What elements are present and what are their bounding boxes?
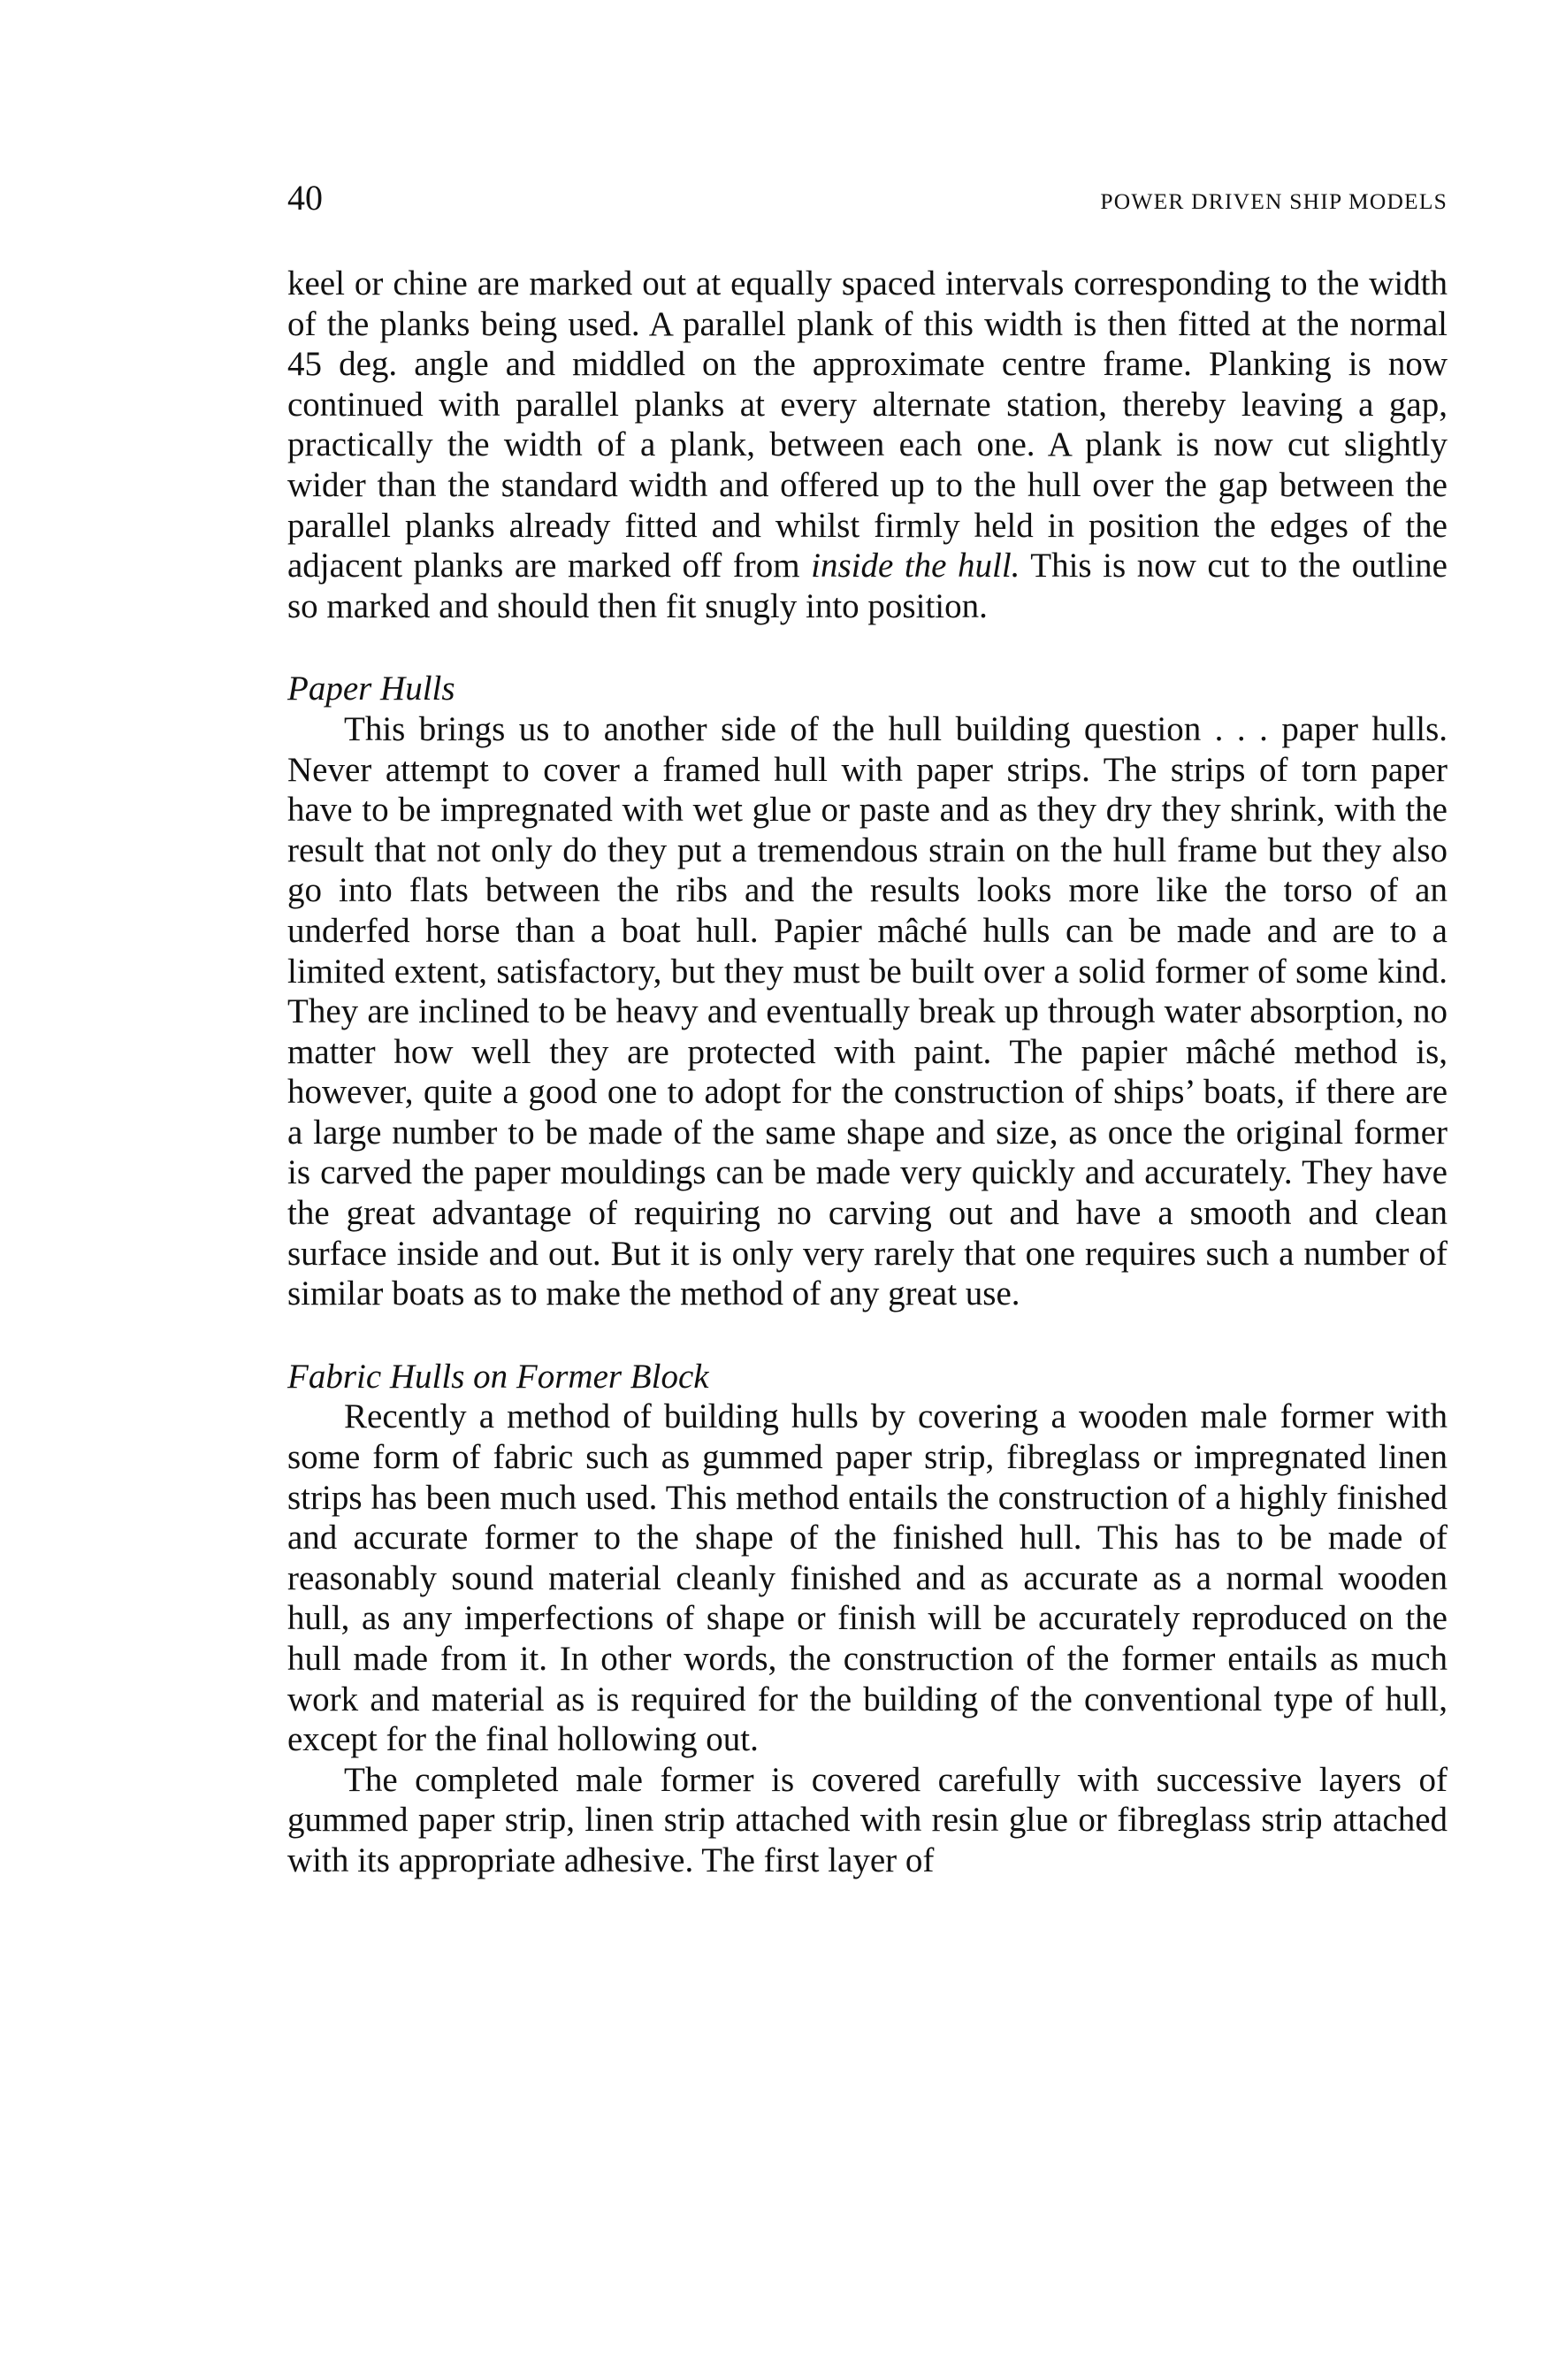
section-heading-paper-hulls: Paper Hulls [287, 670, 455, 708]
paragraph-male-former: The completed male former is covered carefully with successive layers of gummed paper strip, linen strip attached with resin glue or fibreglass strip attached with its appropriate adhesive. The first layer of [287, 1760, 1448, 1879]
running-title: POWER DRIVEN SHIP MODELS [1100, 188, 1448, 214]
paragraph-planking-text-a: keel or chine are marked out at equally spaced intervals corresponding to the width of the planks being used. A parallel plank of this width is then fitted at the normal 45 deg. angle and middled on the approximate centre frame. Planking is now continued with parallel planks at every alternate station, thereby leaving a gap, practically the width of a plank, between each one. A plank is now cut slightly wider than the standard width and offered up to the hull over the gap between the parallel planks already fitted and whilst firmly held in position the edges of the adjacent planks are marked off from [287, 264, 1448, 585]
book-page [287, 177, 1448, 1881]
paragraph-planking [287, 264, 1448, 626]
section-heading-fabric-hulls: Fabric Hulls on Former Block [287, 1357, 709, 1396]
page-number: 40 [287, 178, 323, 218]
running-head [287, 177, 1448, 230]
paragraph-planking-emphasis: inside the hull. [811, 547, 1020, 585]
paragraph-planking-text-b: This is now cut to the outline so marked and should then fit snugly into position. [287, 547, 1448, 625]
paragraph-fabric-hulls: Recently a method of building hulls by covering a wooden male former with some form of fabric such as gummed paper strip, fibreglass or impregnated linen strips has been much used. This method entails the construction of a highly finished and accurate former to the shape of the finished hull. This has to be made of reasonably sound material cleanly finished and as accurate as a normal wooden hull, as any imperfections of shape or finish will be accurately reproduced on the hull made from it. In other words, the construction of the former entails as much work and material as is required for the building of the conventional type of hull, except for the final hollowing out. [287, 1397, 1448, 1759]
paragraph-paper-hulls: This brings us to another side of the hull building question . . . paper hulls. Never attempt to cover a framed hull with paper strips. The strips of torn paper have to be impregnated with wet glue or paste and as they dry they shrink, with the result that not only do they put a tremendous strain on the hull frame but they also go into flats between the ribs and the results looks more like the torso of an underfed horse than a boat hull. Papier mâché hulls can be made and are to a limited extent, satisfactory, but they must be built over a solid former of some kind. They are inclined to be heavy and eventually break up through water absorption, no matter how well they are protected with paint. The papier mâché method is, however, quite a good one to adopt for the construction of ships’ boats, if there are a large number to be made of the same shape and size, as once the original former is carved the paper mouldings can be made very quickly and accurately. They have the great advantage of requiring no carving out and have a smooth and clean surface inside and out. But it is only very rarely that one requires such a number of similar boats as to make the method of any great use. [287, 709, 1448, 1313]
